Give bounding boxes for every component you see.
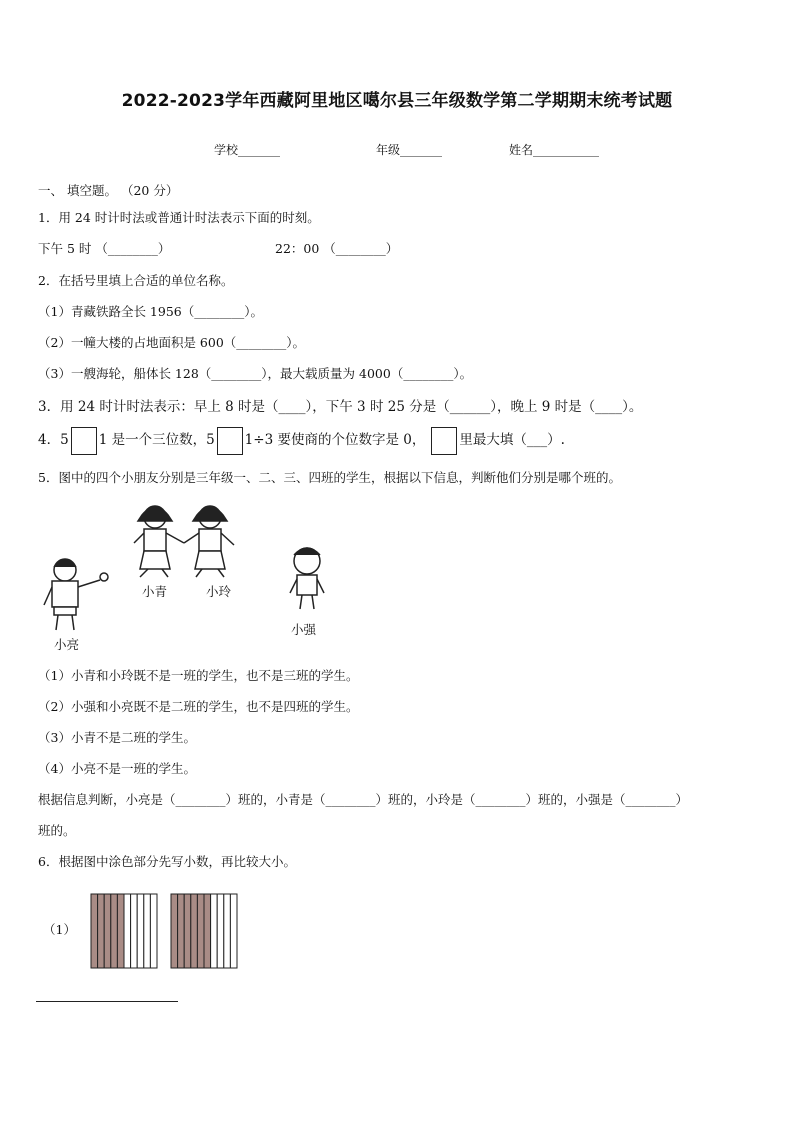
grid-strip [171, 894, 178, 968]
q4-part3: 1÷3 要使商的个位数字是 0， [244, 432, 426, 448]
q6-stem: 6．根据图中涂色部分先写小数，再比较大小。 [38, 854, 296, 869]
decimal-grid-2 [170, 893, 238, 969]
q5-clue-4: （4）小亮不是一班的学生。 [38, 761, 196, 776]
grid-strip [91, 894, 98, 968]
q1-a: 下午 5 时 （________） [38, 241, 171, 256]
q4-part2: 1 是一个三位数，5 [98, 432, 215, 448]
grid-strip [104, 894, 111, 968]
q1-b: 22：00 （________） [275, 241, 399, 256]
q2-item-2: （2）一幢大楼的占地面积是 600（________）。 [38, 335, 306, 350]
grid-strip [117, 894, 124, 968]
grid-strip [191, 894, 198, 968]
q6-label: （1） [43, 922, 76, 937]
grid-strip [217, 894, 224, 968]
grid-strip [150, 894, 157, 968]
q5-answer-line: 根据信息判断，小亮是（________）班的，小青是（________）班的，小玲是（________）班的，小强是（________） [38, 792, 689, 807]
q2-item-3: （3）一艘海轮，船体长 128（________），最大载质量为 4000（________）。 [38, 366, 473, 381]
grid-strip [137, 894, 144, 968]
name-field: 姓名___________ [509, 143, 600, 157]
q5-clue-3: （3）小青不是二班的学生。 [38, 730, 196, 745]
page-title: 2022-2023学年西藏阿里地区噶尔县三年级数学第二学期期末统考试题 [121, 91, 673, 111]
section-heading: 一、 填空题。 （20 分） [38, 183, 179, 198]
q4-part4: 里最大填（___）. [459, 432, 565, 448]
school-field: 学校_______ [214, 143, 281, 157]
name-xiaoqiang: 小强 [291, 622, 317, 637]
grid-strip [230, 894, 237, 968]
grid-strip [204, 894, 211, 968]
q5-clue-1: （1）小青和小玲既不是一班的学生，也不是三班的学生。 [38, 668, 359, 683]
grid-strip [111, 894, 118, 968]
footnote-divider [36, 1001, 178, 1002]
grid-strip [211, 894, 218, 968]
grid-strip [224, 894, 231, 968]
grid-strip [124, 894, 131, 968]
answer-box-3[interactable] [431, 427, 457, 455]
decimal-grid-1 [90, 893, 158, 969]
grid-strip [184, 894, 191, 968]
q4 [38, 425, 565, 455]
name-xiaoling: 小玲 [206, 584, 232, 599]
grid-strip [98, 894, 105, 968]
q4-part1: 4．5 [38, 432, 69, 448]
q2-stem: 2．在括号里填上合适的单位名称。 [38, 273, 234, 288]
grade-field: 年级_______ [376, 143, 443, 157]
grid-strip [197, 894, 204, 968]
q1-stem: 1．用 24 时计时法或普通计时法表示下面的时刻。 [38, 210, 320, 225]
answer-box-2[interactable] [217, 427, 243, 455]
q3: 3．用 24 时计时法表示：早上 8 时是（____），下午 3 时 25 分是（______），晚上 9 时是（____）。 [38, 399, 643, 415]
grid-strip [131, 894, 138, 968]
q2-item-1: （1）青藏铁路全长 1956（________）。 [38, 304, 263, 319]
answer-box-1[interactable] [71, 427, 97, 455]
q5-stem: 5．图中的四个小朋友分别是三年级一、二、三、四班的学生，根据以下信息，判断他们分别是哪个班的。 [38, 470, 621, 485]
grid-strip [178, 894, 185, 968]
name-xiaoqing: 小青 [142, 584, 168, 599]
name-xiaoliang: 小亮 [54, 637, 80, 652]
q5-clue-2: （2）小强和小亮既不是二班的学生，也不是四班的学生。 [38, 699, 359, 714]
q5-answer-tail: 班的。 [38, 823, 76, 838]
grid-strip [144, 894, 151, 968]
